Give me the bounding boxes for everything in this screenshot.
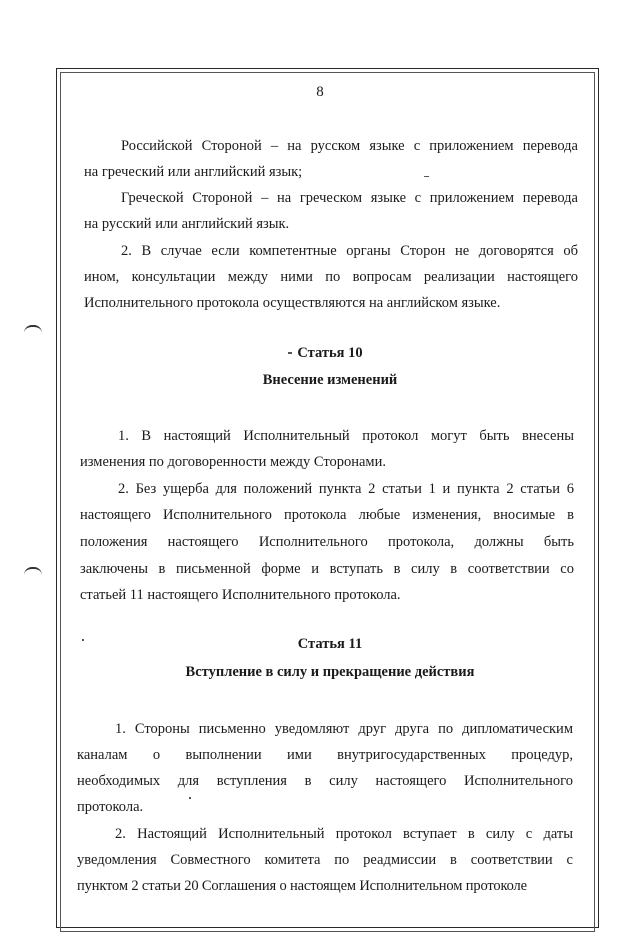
paragraph-line: Исполнительного протокола осуществляются на английском языке. — [84, 295, 501, 311]
paragraph-line: заключены в письменной форме и вступать в силу в соответствии со — [80, 561, 574, 577]
paragraph-line: 1. Стороны письменно уведомляют друг друга по дипломатическим — [115, 721, 573, 737]
paragraph-line: 2. Настоящий Исполнительный протокол вступает в силу с даты — [115, 826, 573, 842]
page-number: 8 — [316, 84, 324, 100]
paragraph-line: на русский или английский язык. — [84, 216, 290, 232]
scan-speck — [424, 176, 429, 177]
paragraph-line: протокола. — [77, 799, 144, 815]
paragraph-line: настоящего Исполнительного протокола любые изменения, вносимые в — [80, 507, 574, 523]
scan-speck — [189, 797, 191, 799]
paragraph-line: каналам о выполнении ими внутригосударственных процедур, — [77, 747, 573, 763]
paragraph-line: статьей 11 настоящего Исполнительного протокола. — [80, 587, 401, 603]
paragraph-line: 2. Без ущерба для положений пункта 2 статьи 1 и пункта 2 статьи 6 — [118, 481, 574, 497]
paragraph-line: 1. В настоящий Исполнительный протокол могут быть внесены — [118, 428, 574, 444]
binding-mark — [24, 325, 42, 333]
paragraph-line: положения настоящего Исполнительного протокола, должны быть — [80, 534, 574, 550]
paragraph-line: необходимых для вступления в силу настоящего Исполнительного — [77, 773, 573, 789]
article-11-title: Статья 11 — [297, 636, 363, 652]
paragraph-line: на греческий или английский язык; — [84, 164, 303, 180]
paragraph-line: пунктом 2 статьи 20 Соглашения о настоящем Исполнительном протоколе — [77, 878, 527, 894]
paragraph-line: уведомления Совместного комитета по реадмиссии в соответствии с — [77, 852, 573, 868]
paragraph-line: изменения по договоренности между Сторонами. — [80, 454, 386, 470]
paragraph-line: 2. В случае если компетентные органы Сторон не договорятся об — [121, 243, 578, 259]
paragraph-line: ином, консультации между ними по вопросам реализации настоящего — [84, 269, 578, 285]
article-10-subtitle: Внесение изменений — [262, 372, 398, 388]
article-10-title: Статья 10 — [297, 345, 363, 361]
article-11-subtitle: Вступление в силу и прекращение действия — [185, 664, 475, 680]
paragraph-line: Российской Стороной – на русском языке с приложением перевода — [121, 138, 578, 154]
binding-mark — [24, 567, 42, 575]
paragraph-line: Греческой Стороной – на греческом языке с приложением перевода — [121, 190, 578, 206]
